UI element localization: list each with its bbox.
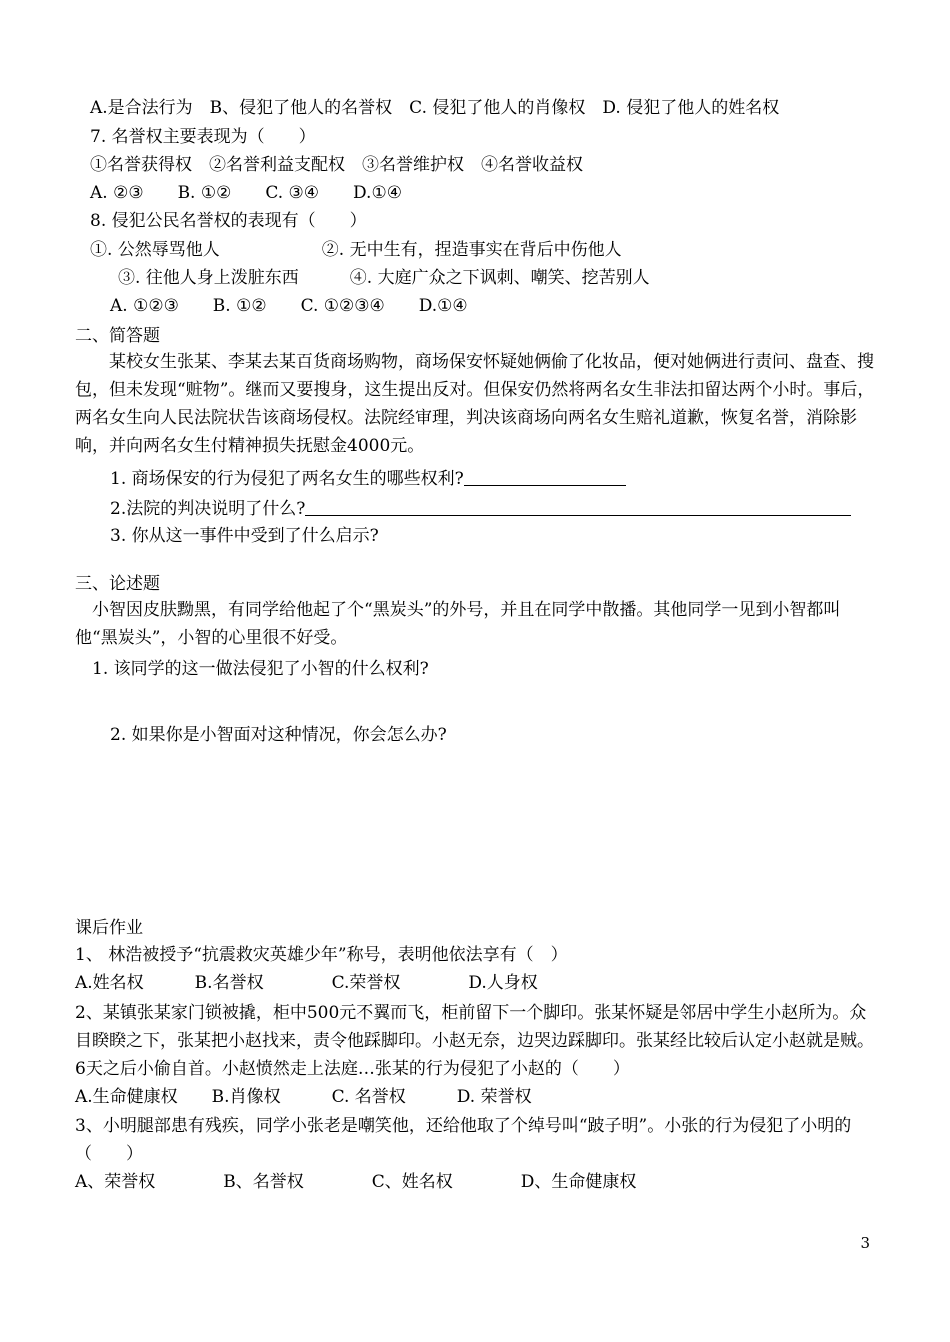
answer-blank[interactable]	[305, 497, 851, 516]
section2-q2-text: 2.法院的判决说明了什么?	[110, 499, 306, 519]
homework-q2-stem: 2、某镇张某家门锁被撬，柜中500元不翼而飞，柜前留下一个脚印。张某怀疑是邻居中学生小赵所为。众目睽睽之下，张某把小赵找来，责令他踩脚印。小赵无奈，边哭边踩脚印。张某经比较后认定小赵就是贼。6天之后小偷自首。小赵愤然走上法庭…张某的行为侵犯了小赵的（ ）	[75, 1003, 874, 1079]
q8-options: A. ①②③ B. ①② C. ①②③④ D.①④	[110, 296, 468, 316]
section3-heading: 三、论述题	[75, 574, 160, 594]
homework-q3-options: A、荣誉权 B、名誉权 C、姓名权 D、生命健康权	[75, 1172, 637, 1192]
homework-q1-options: A.姓名权 B.名誉权 C.荣誉权 D.人身权	[75, 973, 538, 993]
homework-q2-options: A.生命健康权 B.肖像权 C. 名誉权 D. 荣誉权	[75, 1087, 532, 1107]
q8-items-2: ③. 往他人身上泼脏东西 ④. 大庭广众之下讽刺、嘲笑、挖苦别人	[118, 268, 650, 288]
homework-q3-stem: 3、小明腿部患有残疾，同学小张老是嘲笑他，还给他取了个绰号叫“跛子明”。小张的行为侵犯了小明的（ ）	[75, 1116, 852, 1164]
section2-passage: 某校女生张某、李某去某百货商场购物，商场保安怀疑她俩偷了化妆品，便对她俩进行责问、盘查、搜包，但未发现“赃物”。继而又要搜身，这生提出反对。但保安仍然将两名女生非法扣留达两个小时。事后，两名女生向人民法院状告该商场侵权。法院经审理，判决该商场向两名女生赔礼道歉，恢复名誉，消除影响，并向两名女生付精神损失抚慰金4000元。	[75, 352, 875, 456]
q7-stem: 7. 名誉权主要表现为（ ）	[90, 127, 316, 147]
q7-options: A. ②③ B. ①② C. ③④ D.①④	[90, 183, 402, 203]
page-number: 3	[860, 1234, 870, 1252]
q7-items: ①名誉获得权 ②名誉利益支配权 ③名誉维护权 ④名誉收益权	[90, 155, 583, 175]
section2-q1	[110, 467, 626, 491]
section3-q2: 2. 如果你是小智面对这种情况，你会怎么办?	[110, 725, 447, 745]
section2-q2	[110, 497, 851, 521]
section2-heading: 二、简答题	[75, 326, 160, 346]
q8-stem: 8. 侵犯公民名誉权的表现有（ ）	[90, 211, 367, 231]
section3-passage: 小智因皮肤黝黑，有同学给他起了个“黑炭头”的外号，并且在同学中散播。其他同学一见到小智都叫他“黑炭头”，小智的心里很不好受。	[75, 600, 841, 648]
homework-heading: 课后作业	[75, 918, 143, 938]
q8-items-1: ①. 公然辱骂他人 ②. 无中生有，捏造事实在背后中伤他人	[90, 240, 622, 260]
section2-q1-text: 1. 商场保安的行为侵犯了两名女生的哪些权利?	[110, 469, 464, 489]
section2-q3: 3. 你从这一事件中受到了什么启示?	[110, 526, 379, 546]
q6-options: A.是合法行为 B、侵犯了他人的名誉权 C. 侵犯了他人的肖像权 D. 侵犯了他人的姓名权	[90, 98, 780, 118]
answer-blank[interactable]	[464, 467, 626, 486]
section3-q1: 1. 该同学的这一做法侵犯了小智的什么权利?	[92, 659, 429, 679]
homework-q1-stem: 1、 林浩被授予“抗震救灾英雄少年”称号，表明他依法享有（ ）	[75, 945, 568, 965]
